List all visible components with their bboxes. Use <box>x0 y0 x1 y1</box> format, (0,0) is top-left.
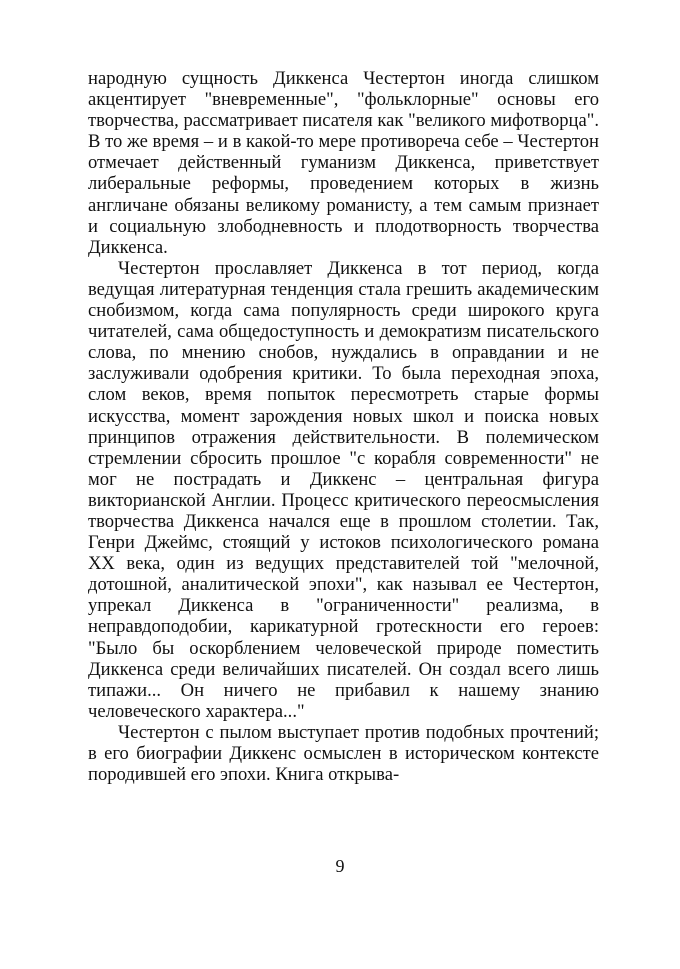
paragraph-2: Честертон прославляет Диккенса в тот период, когда ведущая литературная тенденция стала грешить академическим снобизмом, когда сама популярность среди широкого круга читателей, сама общедоступность и демократизм писательского слова, по мнению снобов, нуждались в оправдании и не заслуживали одобрения критики. То была переходная эпоха, слом веков, время попыток пересмотреть старые формы искусства, момент зарождения новых школ и поиска новых принципов отражения действительности. В полемическом стремлении сбросить прошлое "с корабля современности" не мог не пострадать и Диккенс – центральная фигура викторианской Англии. Процесс критического переосмысления творчества Диккенса начался еще в прошлом столетии. Так, Генри Джеймс, стоящий у истоков психологического романа XX века, один из ведущих представителей той "мелочной, дотошной, аналитической эпохи", как называл ее Честертон, упрекал Диккенса в "ограниченности" реализма, в неправдоподобии, карикатурной гротескности его героев: "Было бы оскорблением человеческой природе поместить Диккенса среди величайших писателей. Он создал всего лишь типажи... Он ничего не прибавил к нашему знанию человеческого характера..." <box>88 257 599 722</box>
paragraph-3: Честертон с пылом выступает против подобных прочтений; в его биографии Диккенс осмыслен в историческом контексте породившей его эпохи. Книга открыва- <box>88 721 599 786</box>
page-body <box>88 68 599 785</box>
paragraph-1: народную сущность Диккенса Честертон иногда слишком акцентирует "вневременные", "фольклорные" основы его творчества, рассматривает писателя как "великого мифотворца". В то же время – и в какой-то мере противореча себе – Честертон отмечает действенный гуманизм Диккенса, приветствует либеральные реформы, проведением которых в жизнь англичане обязаны великому романисту, а тем самым признает и социальную злободневность и плодотворность творчества Диккенса. <box>88 68 599 258</box>
page-number: 9 <box>335 856 345 876</box>
